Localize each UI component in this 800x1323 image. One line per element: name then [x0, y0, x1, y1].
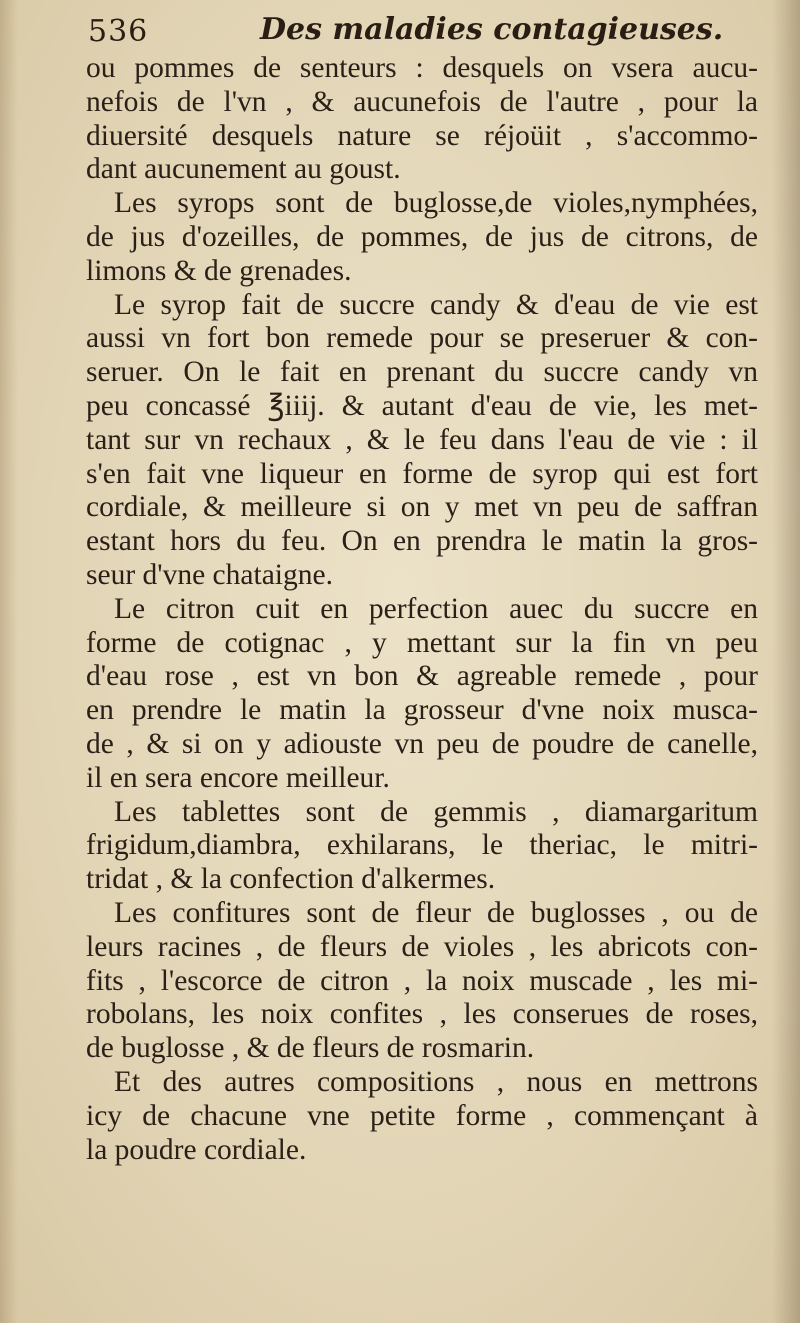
text-line: aussi vn fort bon remede pour se preseruer & con- [86, 322, 758, 355]
text-line: nefois de l'vn , & aucunefois de l'autre , pour la [86, 85, 758, 118]
text-line: tridat , & la confection d'alkermes. [86, 863, 496, 896]
text-line: cordiale, & meilleure si on y met vn peu de saffran [86, 491, 758, 524]
text-line: robolans, les noix confites , les conserues de roses, [86, 998, 758, 1031]
page-number: 536 [88, 14, 149, 49]
text-line: de buglosse , & de fleurs de rosmarin. [86, 1032, 535, 1065]
text-line: tant sur vn rechaux , & le feu dans l'eau de vie : il [86, 423, 758, 456]
text-line: peu concassé ℥iiij. & autant d'eau de vie, les met- [86, 389, 758, 422]
gutter-shadow [772, 0, 800, 1323]
text-line: Le syrop fait de succre candy & d'eau de vie est [114, 288, 758, 321]
page-edge-shading [0, 0, 18, 1323]
body-text [86, 52, 758, 1167]
text-line: leurs racines , de fleurs de violes , les abricots con- [86, 930, 758, 963]
text-line: seruer. On le fait en prenant du succre candy vn [86, 356, 758, 389]
text-line: Les tablettes sont de gemmis , diamargaritum [114, 795, 758, 828]
text-line: de , & si on y adiouste vn peu de poudre de canelle, [86, 727, 758, 760]
text-line: frigidum,diambra, exhilarans, le theriac, le mitri- [86, 829, 758, 862]
text-line: Les confitures sont de fleur de buglosses , ou de [114, 896, 758, 929]
text-line: la poudre cordiale. [86, 1133, 307, 1166]
text-line: en prendre le matin la grosseur d'vne noix musca- [86, 694, 758, 727]
text-line: fits , l'escorce de citron , la noix muscade , les mi- [86, 964, 758, 997]
text-line: Le citron cuit en perfection auec du succre en [114, 592, 758, 625]
text-line: Les syrops sont de buglosse,de violes,nymphées, [114, 187, 758, 220]
text-line: icy de chacune vne petite forme , commençant à [86, 1099, 758, 1132]
running-title: Des maladies contagieuses. [260, 12, 724, 47]
text-line: d'eau rose , est vn bon & agreable remede , pour [86, 660, 758, 693]
text-line: limons & de grenades. [86, 254, 352, 287]
page-header [88, 12, 760, 56]
text-line: seur d'vne chataigne. [86, 558, 333, 591]
text-line: Et des autres compositions , nous en mettrons [114, 1065, 758, 1098]
text-line: de jus d'ozeilles, de pommes, de jus de citrons, de [86, 220, 758, 253]
text-line: diuersité desquels nature se réjoüit , s'accommo- [86, 119, 758, 152]
text-line: estant hors du feu. On en prendra le matin la gros- [86, 525, 758, 558]
text-line: dant aucunement au goust. [86, 153, 401, 186]
text-line: s'en fait vne liqueur en forme de syrop qui est fort [86, 457, 758, 490]
text-line: forme de cotignac , y mettant sur la fin vn peu [86, 626, 758, 659]
text-line: il en sera encore meilleur. [86, 761, 390, 794]
text-line: ou pommes de senteurs : desquels on vsera aucu- [86, 52, 758, 84]
